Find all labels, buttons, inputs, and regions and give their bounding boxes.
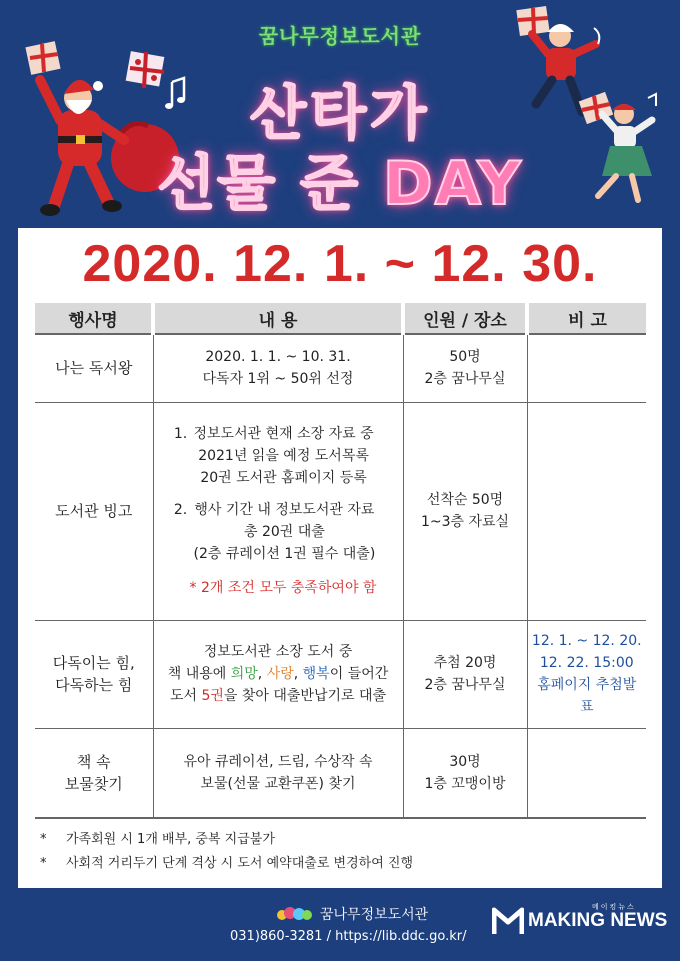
list-item: 2. 행사 기간 내 정보도서관 자료 총 20권 대출 (2층 큐레이션 1권 필수 대출): [173, 502, 376, 562]
keyword-happiness: 행복: [302, 666, 330, 682]
event-people-place: 50명 2층 꿈나무실: [403, 334, 527, 402]
table-row: [35, 728, 646, 818]
event-name: 다독이는 힘, 다독하는 힘: [35, 620, 153, 728]
event-remark: [527, 334, 646, 402]
table-row: [35, 402, 646, 620]
notes: [40, 828, 640, 876]
event-name: 나는 독서왕: [35, 334, 153, 402]
event-people-place: 추첨 20명 2층 꿈나무실: [403, 620, 527, 728]
header-event-name: 행사명: [35, 303, 153, 334]
event-content: 2020. 1. 1. ~ 10. 31. 다독자 1위 ~ 50위 선정: [153, 334, 403, 402]
event-period: 2020. 12. 1. ~ 12. 30.: [82, 235, 598, 293]
footer-contact[interactable]: 031)860-3281 / https://lib.ddc.go.kr/: [230, 929, 467, 944]
press-logo-icon: [492, 906, 524, 936]
event-remark: [527, 728, 646, 818]
header-content: 내 용: [153, 303, 403, 334]
poster-title-line-1: 산타가: [249, 79, 431, 147]
list-item: 1. 정보도서관 현재 소장 자료 중 2021년 읽을 예정 도서목록 20권 도서관 홈페이지 등록: [173, 426, 374, 486]
footer-library: 꿈나무정보도서관: [276, 904, 428, 924]
header-people-place: 인원 / 장소: [403, 303, 527, 334]
event-people-place: 30명 1층 꼬맹이방: [403, 728, 527, 818]
table-header-row: [35, 303, 646, 334]
event-people-place: 선착순 50명 1~3층 자료실: [403, 402, 527, 620]
press-watermark: MAKING NEWS 메이킹뉴스: [492, 906, 667, 936]
header-remark: 비 고: [527, 303, 646, 334]
event-content: 유아 큐레이션, 드림, 수상작 속 보물(선물 교환쿠폰) 찾기: [153, 728, 403, 818]
keyword-hope: 희망: [230, 666, 258, 682]
table-row: [35, 334, 646, 402]
table-row: [35, 620, 646, 728]
event-remark: [527, 402, 646, 620]
event-content: 정보도서관 소장 도서 중 책 내용에 희망, 사랑, 행복이 들어간 도서 5권을 찾아 대출반납기로 대출: [153, 620, 403, 728]
event-content: [153, 402, 403, 620]
event-name: 도서관 빙고: [35, 402, 153, 620]
keyword-love: 사랑: [266, 666, 294, 682]
library-name-heading: 꿈나무정보도서관: [258, 24, 422, 48]
event-card: [18, 228, 662, 888]
note-item: * 사회적 거리두기 단계 격상 시 도서 예약대출로 변경하여 진행: [40, 856, 414, 871]
library-logo-icon: [276, 905, 314, 923]
event-schedule-table: [35, 303, 646, 819]
event-remark: 12. 1. ~ 12. 20. 12. 22. 15:00 홈페이지 추첨발표: [527, 620, 646, 728]
keyword-book-count: 5권: [201, 688, 224, 704]
event-name: 책 속 보물찾기: [35, 728, 153, 818]
poster-title-line-2: 선물 준 DAY: [157, 149, 523, 219]
condition-note: * 2개 조건 모두 충족하여야 함: [189, 580, 377, 596]
note-item: * 가족회원 시 1개 배부, 중복 지급불가: [40, 832, 275, 847]
